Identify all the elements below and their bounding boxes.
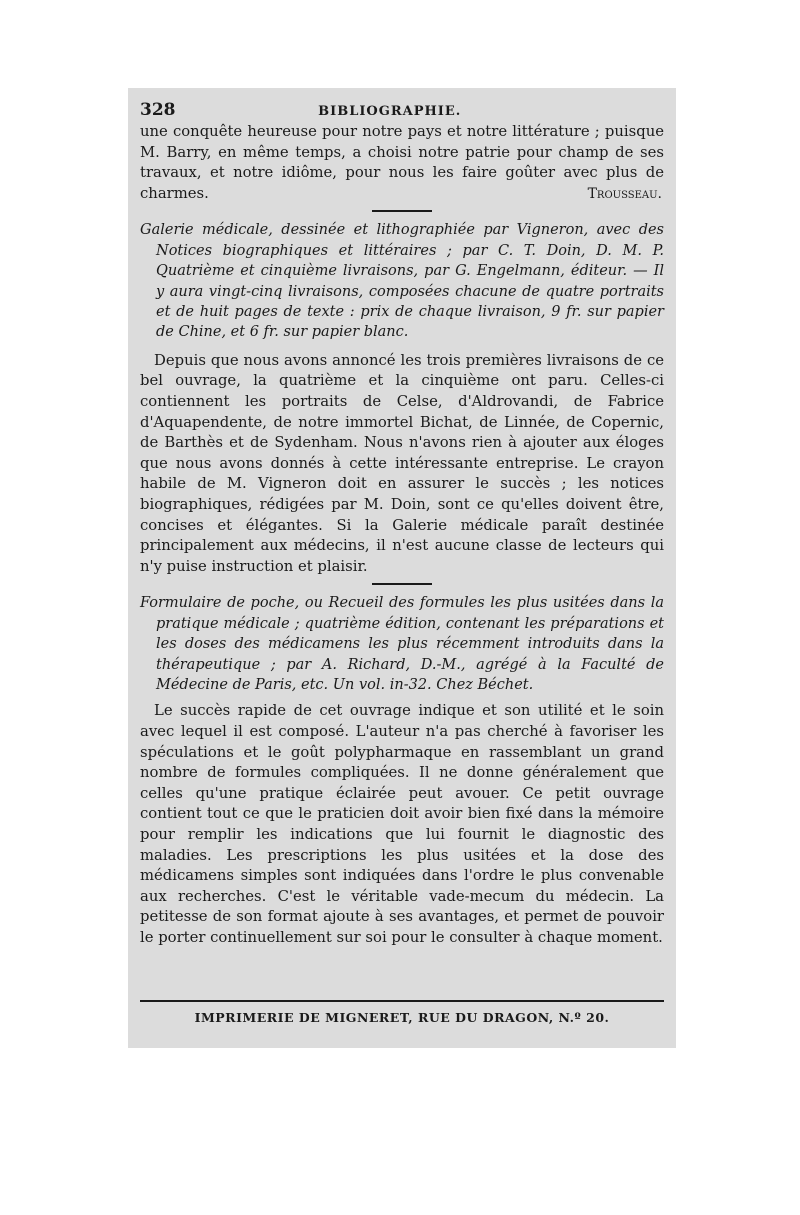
printer-imprint: IMPRIMERIE DE MIGNERET, RUE DU DRAGON, N.º 20. — [194, 1010, 610, 1025]
scanned-page — [128, 88, 676, 1048]
citation-formulaire-de-poche: Formulaire de poche, ou Recueil des formules les plus usitées dans la pratique médicale ; quatrième édition, contenant les préparations et les doses des médicamens les plus récemment introduits dans la thérapeutique ; par A. Richard, D.-M., agrégé à la Faculté de Médecine de Paris, etc. Un vol. in-32. Chez Béchet. — [140, 595, 664, 693]
running-header — [140, 100, 664, 122]
citation-galerie-medicale: Galerie médicale, dessinée et lithographiée par Vigneron, avec des Notices biographiques et littéraires ; par C. T. Doin, D. M. P. Quatrième et cinquième livraisons, par G. Engelmann, éditeur. — Il y aura vingt-cinq livraisons, composées chacune de quatre portraits et de huit pages de texte : prix de chaque livraison, 9 fr. sur papier de Chine, et 6 fr. sur papier blanc. — [140, 222, 664, 341]
review-galerie-medicale: Depuis que nous avons annoncé les trois premières livraisons de ce bel ouvrage, la quatrième et la cinquième ont paru. Celles-ci contiennent les portraits de Celse, d'Aldrovandi, de Fabrice d'Aquapendente, de notre immortel Bichat, de Linnée, de Copernic, de Barthès et de Sydenham. Nous n'avons rien à ajouter aux éloges que nous avons donnés à cette intéressante entreprise. Le crayon habile de M. Vigneron doit en assurer le succès ; les notices biographiques, rédigées par M. Doin, sont ce qu'elles doivent être, concises et élégantes. Si la Galerie médicale paraît destinée principalement aux médecins, il n'est aucune classe de lecteurs qui n'y puise instruction et plaisir. — [140, 351, 664, 575]
section-divider — [372, 583, 432, 585]
intro-paragraph: une conquête heureuse pour notre pays et notre littérature ; puisque M. Barry, en même temps, a choisi notre patrie pour champ de ses travaux, et notre idiôme, pour nous les faire goûter avec plus de charmes. — [140, 123, 664, 202]
page-content — [140, 100, 664, 949]
page-number: 328 — [140, 100, 176, 120]
section-divider — [372, 210, 432, 212]
signature: Trousseau. — [587, 186, 662, 203]
running-title: BIBLIOGRAPHIE. — [318, 104, 462, 119]
footer-rule — [140, 1000, 664, 1002]
review-formulaire-de-poche: Le succès rapide de cet ouvrage indique et son utilité et le soin avec lequel il est composé. L'auteur n'a pas cherché à favoriser les spéculations et le goût polypharmaque en rassemblant un grand nombre de formules compliquées. Il ne donne généralement que celles qu'une pratique éclairée peut avouer. Ce petit ouvrage contient tout ce que le praticien doit avoir bien fixé dans la mémoire pour remplir les indications que lui fournit le diagnostic des maladies. Les prescriptions les plus usitées et la dose des médicamens simples sont indiquées dans l'ordre le plus convenable aux recherches. C'est le véritable vade-mecum du médecin. La petitesse de son format ajoute à ses avantages, et permet de pouvoir le porter continuellement sur soi pour le consulter à chaque moment. — [140, 702, 664, 946]
